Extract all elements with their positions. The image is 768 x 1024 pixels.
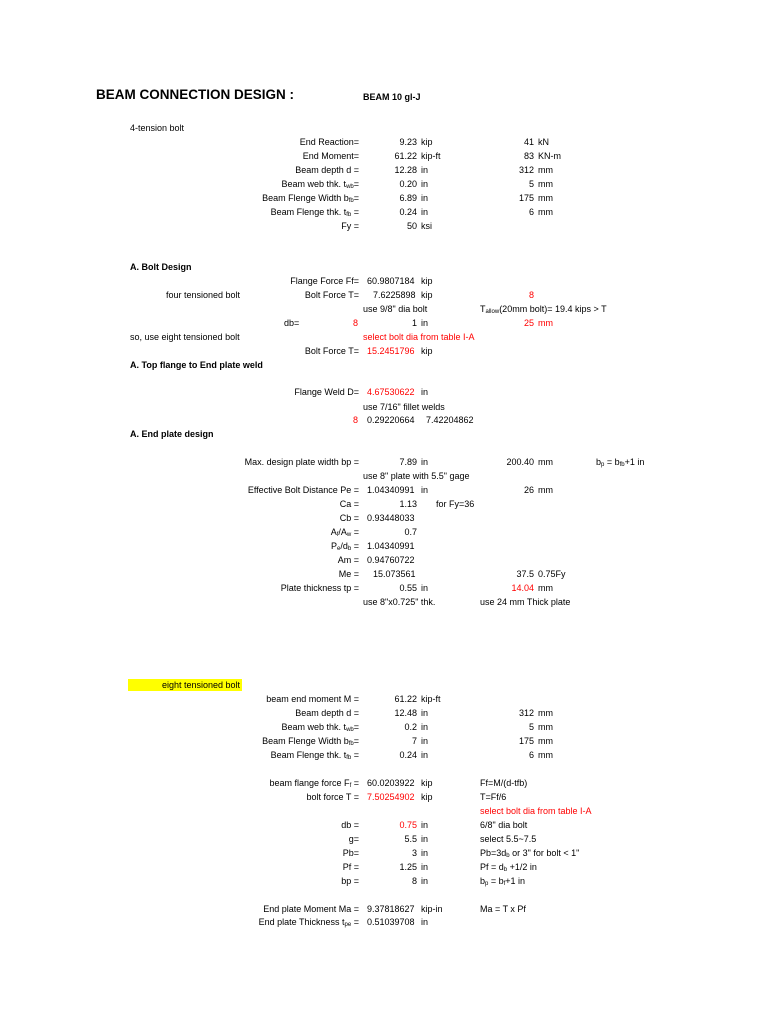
property-label: Beam Flenge thk. $t_{fb}$ = [270, 207, 359, 218]
end-plate-heading: A. End plate design [130, 429, 214, 439]
property-unit: in [421, 165, 429, 175]
g-value: 5.5 [404, 834, 417, 844]
page-title: BEAM CONNECTION DESIGN : [96, 87, 295, 102]
property-unit-si: mm [538, 193, 553, 203]
ca-value: 1.13 [399, 499, 417, 509]
pf-label: Pf = [342, 862, 359, 872]
tp-unit: in [421, 583, 429, 593]
db-value: 1 [411, 318, 417, 328]
beam-depth-mm-unit: mm [538, 708, 553, 718]
db-mm-value: 25 [523, 318, 534, 328]
pe-mm-value: 26 [523, 485, 534, 495]
bp-label-2: bp = [341, 876, 359, 886]
weld-v2: 7.42204862 [426, 415, 474, 425]
pe-label: Effective Bolt Distance Pe = [247, 485, 359, 495]
bolt-force-2-label: Bolt Force T= [304, 346, 359, 356]
bolt-force-t-unit: kip [421, 792, 433, 802]
use-bolt-note: use 9/8" dia bolt [363, 304, 428, 314]
property-value-si: 83 [523, 151, 534, 161]
flange-weld-label: Flange Weld D= [294, 387, 359, 397]
four-tensioned-bolt-label: four tensioned bolt [166, 290, 241, 300]
property-unit: in [421, 207, 429, 217]
bolt-force-t-formula: T=Ff/6 [480, 792, 507, 802]
weld-v1: 0.29220664 [367, 415, 415, 425]
property-unit: kip [421, 137, 433, 147]
pe-db-label: $P_e/d_b$ = [331, 541, 359, 552]
property-label: Beam depth d = [295, 165, 359, 175]
bp-mm-unit: mm [538, 457, 553, 467]
bp-value: 7.89 [399, 457, 417, 467]
web-thk-label: Beam web thk. $t_{wb}=$ [281, 722, 359, 733]
web-thk-mm: 5 [528, 722, 534, 732]
flange-width-value: 7 [411, 736, 417, 746]
property-value-si: 6 [528, 207, 534, 217]
tp-value: 0.55 [399, 583, 417, 593]
plate-moment-value: 9.37818627 [367, 904, 415, 914]
flange-width-label: Beam Flenge Width $b_{fb}=$ [262, 736, 359, 747]
flange-thk-value: 0.24 [399, 750, 417, 760]
flange-width-mm-unit: mm [538, 736, 553, 746]
bolt-count: 8 [528, 290, 534, 300]
property-value-si: 312 [518, 165, 534, 175]
db-unit-2: in [421, 820, 429, 830]
section-label-tension: 4-tension bolt [130, 123, 185, 133]
db-mm-unit: mm [538, 318, 553, 328]
tp-mm-value: 14.04 [511, 583, 534, 593]
db-count: 8 [352, 318, 358, 328]
bp-note-2: $b_p = b_f+1$ in [480, 876, 526, 887]
flange-weld-unit: in [421, 387, 429, 397]
property-unit: in [421, 179, 429, 189]
property-label: Fy = [341, 221, 359, 231]
flange-force-label: Flange Force Ff= [290, 276, 359, 286]
flange-thk-mm-unit: mm [538, 750, 553, 760]
property-label: End Reaction= [299, 137, 359, 147]
bolt-force-value: 7.6225898 [373, 290, 416, 300]
pf-value: 1.25 [399, 862, 417, 872]
web-thk-mm-unit: mm [538, 722, 553, 732]
end-moment-unit: kip-ft [421, 694, 441, 704]
plate-thickness-label: End plate Thickness $t_{pe}$ = [258, 917, 359, 928]
property-unit-si: mm [538, 179, 553, 189]
use-thk-note: use 8"x0.725" thk. [363, 597, 436, 607]
cb-label: Cb = [339, 513, 359, 523]
property-unit-si: kN [538, 137, 549, 147]
pb-label: Pb= [342, 848, 359, 858]
me-label: Me = [338, 569, 359, 579]
pe-db-value: 1.04340991 [367, 541, 415, 551]
db-unit: in [421, 318, 429, 328]
property-label: Beam web thk. $t_{wb}=$ [281, 179, 359, 190]
flange-thk-unit: in [421, 750, 429, 760]
property-value: 50 [406, 221, 417, 231]
property-value: 6.89 [399, 193, 417, 203]
property-unit: kip-ft [421, 151, 441, 161]
me-v2: 37.5 [516, 569, 534, 579]
cb-value: 0.93448033 [367, 513, 415, 523]
beam-flange-force-formula: Ff=M/(d-tfb) [480, 778, 528, 788]
g-note: select 5.5~7.5 [480, 834, 537, 844]
property-unit: in [421, 193, 429, 203]
bolt-force-2-unit: kip [421, 346, 433, 356]
beam-depth-mm: 312 [518, 708, 534, 718]
bp-mm-value: 200.40 [506, 457, 534, 467]
select-bolt-note-2: select bolt dia from table I-A [480, 806, 592, 816]
property-value-si: 41 [523, 137, 534, 147]
bolt-design-heading: A. Bolt Design [130, 262, 192, 272]
bp-label: Max. design plate width bp = [244, 457, 359, 467]
property-value-si: 175 [518, 193, 534, 203]
property-label: End Moment= [302, 151, 359, 161]
af-aw-label: $A_f/A_w$ = [330, 527, 359, 538]
use-thick-plate-note: use 24 mm Thick plate [480, 597, 571, 607]
use-plate-note: use 8" plate with 5.5" gage [363, 471, 470, 481]
bp-unit: in [421, 457, 429, 467]
property-unit-si: KN-m [538, 151, 561, 161]
beam-flange-force-unit: kip [421, 778, 433, 788]
ca-label: Ca = [339, 499, 359, 509]
weld-n: 8 [352, 415, 358, 425]
plate-thickness-value: 0.51039708 [367, 917, 415, 927]
property-value: 12.28 [394, 165, 417, 175]
g-unit: in [421, 834, 429, 844]
af-aw-value: 0.7 [404, 527, 417, 537]
plate-moment-formula: Ma = T x Pf [480, 904, 526, 914]
bp-formula: $b_p = b_{fb}+1$ in [596, 457, 645, 468]
flange-force-unit: kip [421, 276, 433, 286]
bolt-force-t-label: bolt force T = [306, 792, 359, 802]
property-value: 61.22 [394, 151, 417, 161]
eight-tensioned-bolt-label: eight tensioned bolt [128, 679, 242, 691]
flange-thk-label: Beam Flenge thk. $t_{fb}$ = [270, 750, 359, 761]
g-label: g= [348, 834, 359, 844]
property-value-si: 5 [528, 179, 534, 189]
beam-depth-unit: in [421, 708, 429, 718]
db-label-2: db = [341, 820, 359, 830]
bolt-force-unit: kip [421, 290, 433, 300]
bolt-force-label: Bolt Force T= [304, 290, 359, 300]
flange-width-mm: 175 [518, 736, 534, 746]
beam-flange-force-label: beam flange force $F_f$ = [269, 778, 359, 789]
beam-depth-value: 12.48 [394, 708, 417, 718]
so-use-eight-label: so, use eight tensioned bolt [130, 332, 240, 342]
beam-depth-label: Beam depth d = [295, 708, 359, 718]
bolt-force-t-value: 7.50254902 [367, 792, 415, 802]
am-value: 0.94760722 [367, 555, 415, 565]
pb-value: 3 [411, 848, 417, 858]
weld-heading: A. Top flange to End plate weld [130, 360, 263, 370]
pb-unit: in [421, 848, 429, 858]
end-moment-label: beam end moment M = [266, 694, 359, 704]
flange-weld-value: 4.67530622 [367, 387, 415, 397]
plate-moment-unit: kip-in [421, 904, 443, 914]
db-value-2: 0.75 [399, 820, 417, 830]
web-thk-unit: in [421, 722, 429, 732]
pf-note: $Pf = d_b +1/2$ in [480, 862, 537, 873]
page-subtitle: BEAM 10 gl-J [363, 92, 421, 102]
am-label: Am = [337, 555, 359, 565]
property-value: 0.24 [399, 207, 417, 217]
pe-value: 1.04340991 [367, 485, 415, 495]
t-allow-note: $T_{allow}(20mm$ bolt)= 19.4 kips > T [480, 304, 607, 315]
plate-thickness-unit: in [421, 917, 429, 927]
me-note: 0.75Fy [538, 569, 566, 579]
web-thk-value: 0.2 [404, 722, 417, 732]
flange-force-value: 60.9807184 [367, 276, 415, 286]
end-moment-value: 61.22 [394, 694, 417, 704]
property-unit-si: mm [538, 207, 553, 217]
beam-flange-force-value: 60.0203922 [367, 778, 415, 788]
db-note-2: 6/8" dia bolt [480, 820, 528, 830]
property-value: 0.20 [399, 179, 417, 189]
db-label: db= [284, 318, 300, 328]
tp-label: Plate thickness tp = [280, 583, 359, 593]
property-unit: ksi [421, 221, 432, 231]
select-bolt-note: select bolt dia from table I-A [363, 332, 475, 342]
bp-unit-2: in [421, 876, 429, 886]
property-unit-si: mm [538, 165, 553, 175]
pe-unit: in [421, 485, 429, 495]
bp-value-2: 8 [411, 876, 417, 886]
pf-unit: in [421, 862, 429, 872]
bolt-force-2-value: 15.2451796 [367, 346, 415, 356]
me-value: 15.073561 [373, 569, 416, 579]
property-label: Beam Flenge Width $b_{fb}=$ [262, 193, 359, 204]
property-value: 9.23 [399, 137, 417, 147]
tp-mm-unit: mm [538, 583, 553, 593]
use-fillet-note: use 7/16" fillet welds [363, 402, 445, 412]
pb-note: $Pb=3d_b$ or 3" for bolt < 1" [480, 848, 580, 859]
ca-note: for Fy=36 [436, 499, 475, 509]
flange-width-unit: in [421, 736, 429, 746]
pe-mm-unit: mm [538, 485, 553, 495]
flange-thk-mm: 6 [528, 750, 534, 760]
plate-moment-label: End plate Moment Ma = [263, 904, 359, 914]
